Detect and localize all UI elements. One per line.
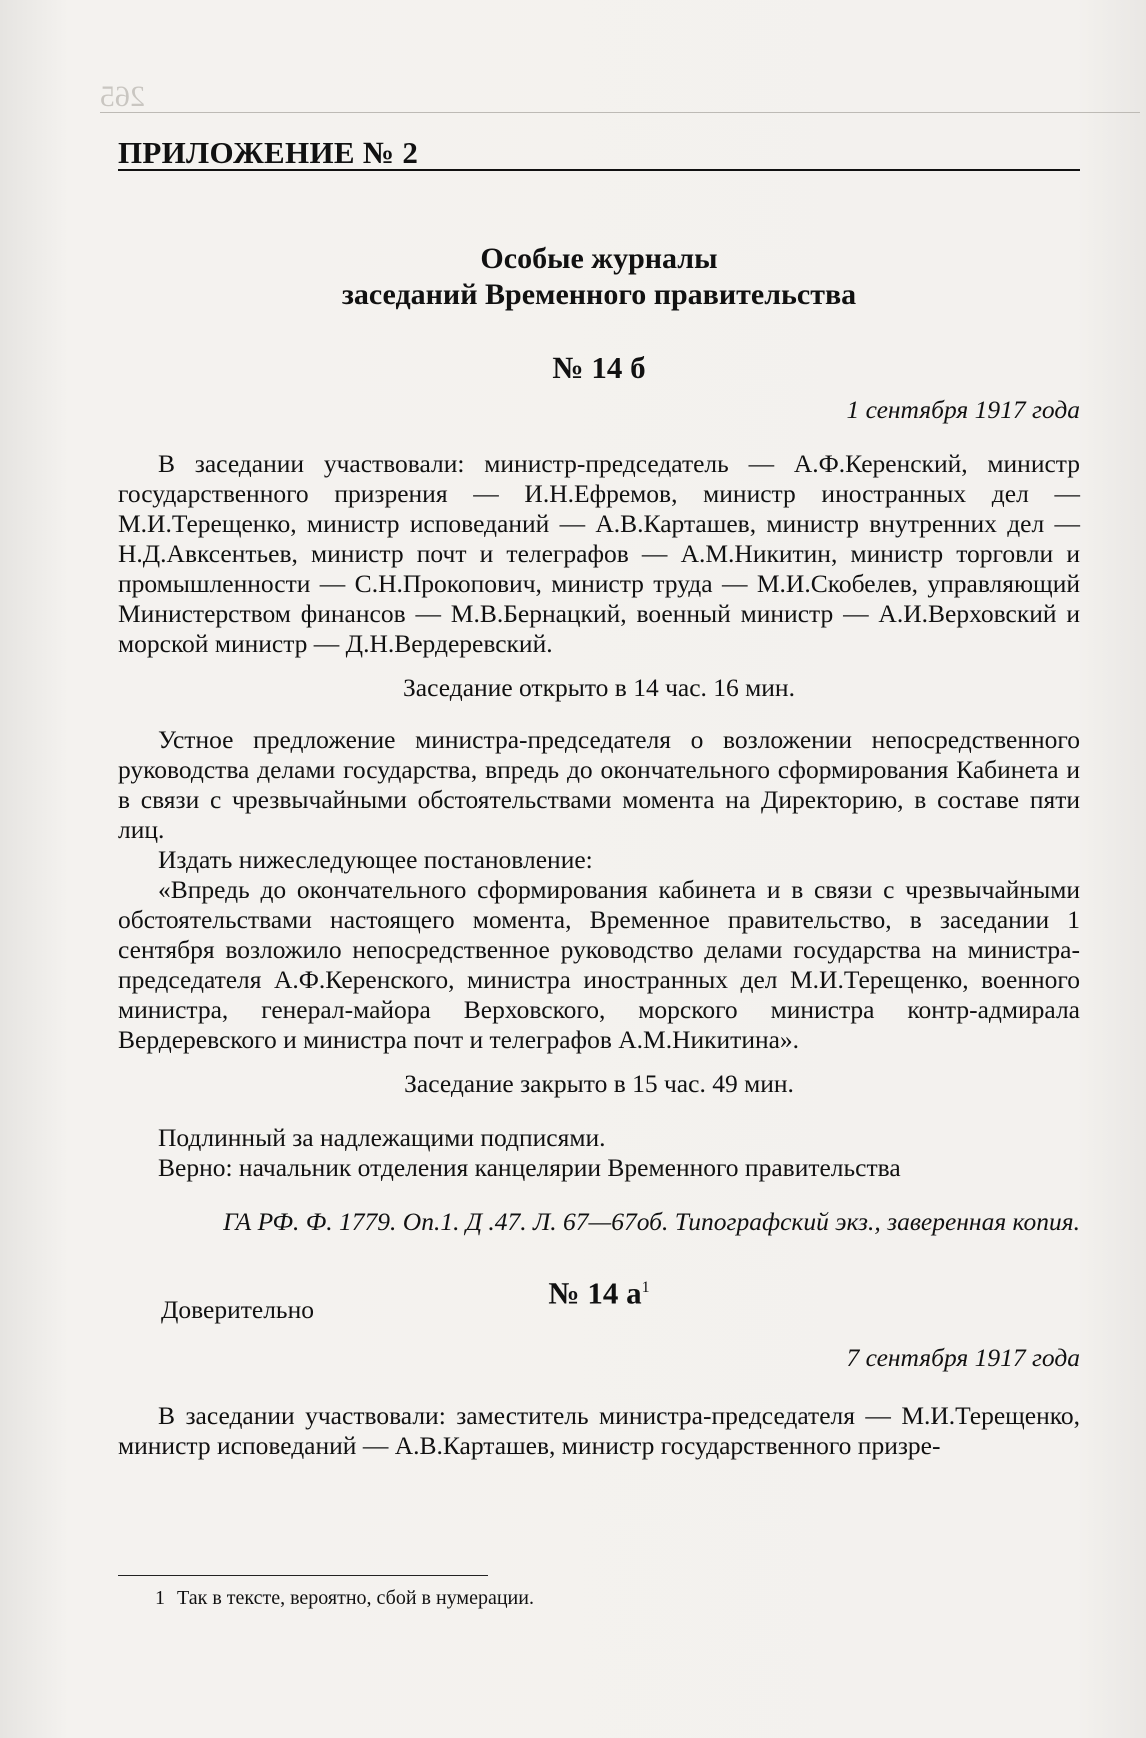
journal-2-header [118,1267,1080,1329]
participants-paragraph-1: В заседании участвовали: министр-председатель — А.Ф.Керенский, министр государственного призрения — И.Н.Ефремов, министр иностранных дел — М.И.Терещенко, министр исповеданий — А.В.Карташев, министр внутренних дел — Н.Д.Авксентьев, министр почт и телеграфов — А.М.Никитин, министр торговли и промышленности — С.Н.Прокопович, министр труда — М.И.Скобелев, управляющий Министерством финансов — М.В.Бернацкий, военный министр — А.И.Верховский и морской министр — Д.Н.Вердеревский. [118,449,1080,658]
session-opened: Заседание открыто в 14 час. 16 мин. [403,673,795,702]
bleed-through-rule [100,112,1140,113]
bleed-through-page-number: 265 [100,80,145,113]
appendix-title: ПРИЛОЖЕНИЕ № 2 [118,138,1080,171]
journal-date-1: 1 сентября 1917 года [846,395,1080,424]
heading-line-1: Особые журналы [480,242,718,275]
resolution-text: «Впредь до окончательного сформирования кабинета и в связи с чрезвычайными обстоятельствами настоящего момента, Временное правительство, в заседании 1 сентября возложило непосредственное руководство делами государства на министра-председателя А.Ф.Керенского, министра иностранных дел М.И.Терещенко, военного министра, генерал-майора Верховского, морского министра контр-адмирала Вердеревского и министра почт и телеграфов А.М.Никитина». [118,875,1080,1054]
proposal-paragraph: Устное предложение министра-председателя о возложении непосредственного руководства делами государства, впредь до окончательного сформирования Кабинета и в связи с чрезвычайными обстоятельствами момента на Директорию, в составе пяти лиц. [118,725,1080,844]
confidential-label: Доверительно [161,1295,314,1324]
resolution-intro: Издать нижеследующее постановление: [158,845,593,874]
footnote-marker: 1 [641,1279,650,1296]
main-content [118,135,1080,1461]
original-signatures-note: Подлинный за надлежащими подписями. [158,1123,606,1152]
footnote-text: Так в тексте, вероятно, сбой в нумерации. [177,1587,534,1609]
footnote-number: 1 [155,1587,165,1609]
archive-reference: ГА РФ. Ф. 1779. Оп.1. Д .47. Л. 67—67об. Типографский экз., заверенная копия. [223,1207,1080,1236]
participants-paragraph-2: В заседании участвовали: заместитель министра-председателя — М.И.Терещенко, министр исповеданий — А.В.Карташев, министр государственного призре- [118,1401,1080,1460]
footnote-separator [118,1575,488,1576]
journal-number-14a-text: № 14 а [548,1275,642,1311]
session-closed: Заседание закрыто в 15 час. 49 мин. [404,1069,794,1098]
footnote [155,1587,534,1610]
journal-date-2: 7 сентября 1917 года [846,1343,1080,1372]
heading-line-2: заседаний Временного правительства [341,278,857,311]
journal-number-14b: № 14 б [552,350,646,385]
certification-line: Верно: начальник отделения канцелярии Временного правительства [158,1153,901,1182]
